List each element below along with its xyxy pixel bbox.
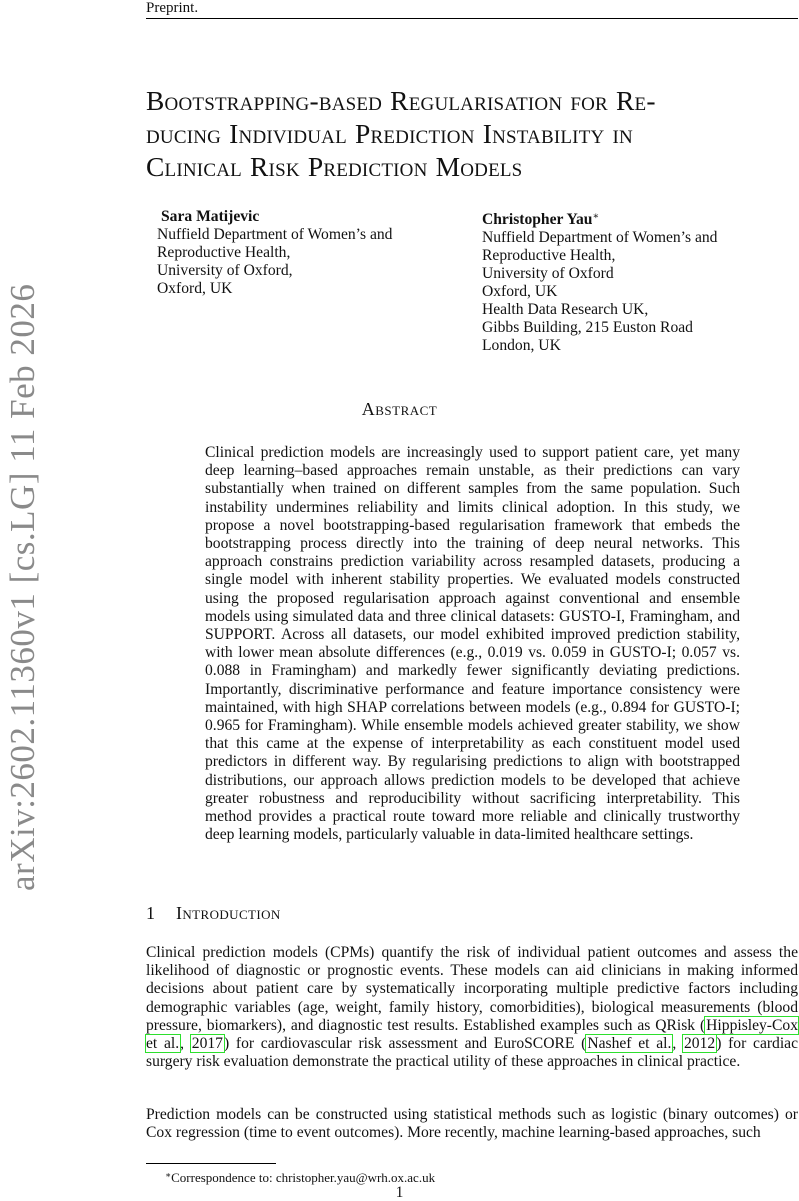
citation-separator: , (180, 1035, 191, 1053)
citation-link[interactable]: 2017 (191, 1035, 223, 1053)
section-title: Introduction (176, 903, 281, 923)
intro-paragraph: Prediction models can be constructed using statistical methods such as logistic (binary outcomes) or Cox regression (time to event outcomes). More recently, machine learning-based approaches, such (146, 1106, 798, 1142)
abstract-body: Clinical prediction models are increasingly used to support patient care, yet many deep learning–based approaches remain unstable, as their predictions can vary substantially when trained on different samples from the same population. Such instability undermines reliability and limits clinical adoption. In this study, we propose a novel bootstrapping-based regularisation framework that embeds the bootstrapping process directly into the training of deep neural networks. This approach constrains prediction variability across resampled datasets, producing a single model with inherent stability properties. We evaluated models constructed using the proposed regularisation approach against conventional and ensemble models using simulated data and three clinical datasets: GUSTO-I, Framingham, and SUPPORT. Across all datasets, our model exhibited improved prediction stability, with lower mean absolute differences (e.g., 0.019 vs. 0.059 in GUSTO-I; 0.057 vs. 0.088 in Framingham) and markedly fewer significantly deviating predictions. Importantly, discriminative performance and feature importance consistency were maintained, with high SHAP correlations between models (e.g., 0.894 for GUSTO-I; 0.965 for Framingham). While ensemble models achieved greater stability, we show that this came at the expense of interpretability as each constituent model used predictors in different way. By regularising predictions to align with bootstrapped distributions, our approach allows prediction models to be developed that achieve greater robustness and reproducibility without sacrificing interpretability. This method provides a practical route toward more reliable and clinically trustworthy deep learning models, particularly valuable in data-limited healthcare settings. (205, 444, 740, 844)
paragraph-text: ) for cardiac surgery risk evaluation demonstrate the practical utility of these approaches in clinical practice. (146, 1035, 799, 1071)
affiliation-line: Nuffield Department of Women’s and (157, 226, 393, 243)
author-block-2 (482, 208, 717, 355)
footnote-text: Correspondence to: christopher.yau@wrh.ox.ac.uk (171, 1170, 436, 1185)
paragraph-text: Clinical prediction models (CPMs) quantify the risk of individual patient outcomes and assess the likelihood of diagnostic or prognostic events. These models can aid clinicians in making informed decisions about patient care by systematically incorporating multiple predictive factors including demographic variables (age, weight, family history, comorbidities), biological measurements (blood pressure, biomarkers), and diagnostic test results. Established examples such as QRisk ( (146, 944, 798, 1034)
affiliation-line: University of Oxford, (157, 262, 293, 279)
title-line: ducing Individual Prediction Instability in (146, 118, 633, 149)
citation-separator: , (672, 1035, 683, 1053)
citation-link[interactable]: 2012 (684, 1035, 716, 1053)
affiliation-line: Health Data Research UK, (482, 301, 649, 318)
section-heading (146, 902, 281, 924)
affiliation-line: Oxford, UK (157, 280, 233, 297)
intro-paragraph (146, 944, 798, 1071)
author-name: Sara Matijevic (161, 208, 260, 225)
footnote (165, 1168, 435, 1185)
title-line: Bootstrapping-based Regularisation for Re- (146, 85, 656, 116)
author-name (482, 208, 717, 229)
author-block-1 (157, 208, 393, 298)
footnote-marker[interactable]: ∗ (592, 211, 600, 222)
page-number: 1 (395, 1184, 404, 1201)
affiliation-line: London, UK (482, 337, 561, 354)
author-name-text: Christopher Yau (482, 211, 593, 228)
affiliation-line: University of Oxford (482, 265, 614, 282)
citation-link[interactable]: Nashef et al. (587, 1035, 672, 1053)
paper-title (146, 84, 798, 183)
arxiv-identifier[interactable]: arXiv:2602.11360v1 [cs.LG] 11 Feb 2026 (3, 283, 42, 891)
title-line: Clinical Risk Prediction Models (146, 151, 523, 182)
header-rule (146, 18, 798, 19)
section-number: 1 (146, 903, 156, 923)
affiliation-line: Gibbs Building, 215 Euston Road (482, 319, 693, 336)
affiliation-line: Oxford, UK (482, 283, 558, 300)
affiliation-line: Nuffield Department of Women’s and (482, 229, 718, 246)
header-label: Preprint. (146, 0, 199, 16)
citation-link[interactable]: Hippisley-Cox et al. (146, 1016, 798, 1053)
abstract-heading: Abstract (361, 399, 438, 419)
footnote-marker: ∗ (165, 1170, 172, 1180)
affiliation-line: Reproductive Health, (157, 244, 291, 261)
paragraph-text: ) for cardiovascular risk assessment and EuroSCORE ( (223, 1035, 587, 1053)
footnote-rule (146, 1163, 276, 1164)
affiliation-line: Reproductive Health, (482, 247, 616, 264)
